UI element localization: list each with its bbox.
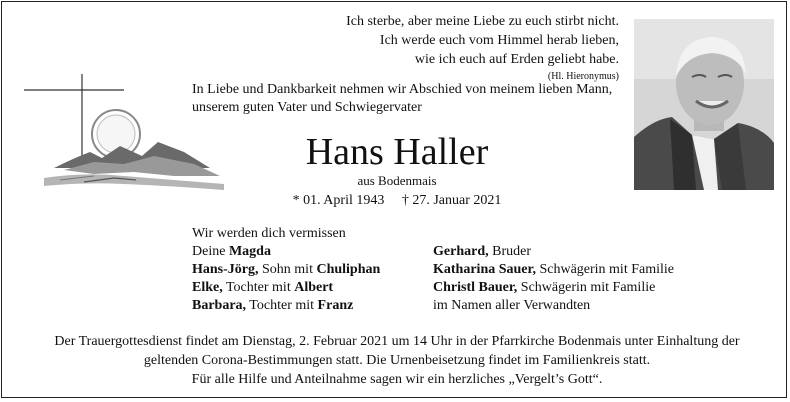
mourner-relation: Bruder <box>488 244 531 259</box>
mourner-row <box>433 261 674 279</box>
mourner-name: Elke, <box>192 280 223 295</box>
mourner-partner: Franz <box>317 298 354 313</box>
mourner-row <box>192 297 380 315</box>
obituary-notice <box>1 1 787 398</box>
mourner-text: Deine <box>192 244 229 259</box>
mourner-relation: Tochter mit <box>222 280 295 295</box>
poem-quote <box>346 12 619 84</box>
mourner-row <box>192 279 380 297</box>
mourner-row <box>433 297 674 315</box>
mourner-name: Christl Bauer, <box>433 280 518 295</box>
intro-line: unserem guten Vater und Schwiegervater <box>192 100 422 115</box>
intro-line: In Liebe und Dankbarkeit nehmen wir Abschied von meinem lieben Mann, <box>192 82 613 97</box>
mourner-row <box>192 243 380 261</box>
mourner-row <box>192 261 380 279</box>
deceased-name: Hans Haller <box>305 131 489 173</box>
mourner-relation: im Namen aller Verwandten <box>433 298 591 313</box>
poem-line: Ich werde euch vom Himmel herab lieben, <box>379 33 619 48</box>
mourner-name: Hans-Jörg, <box>192 262 259 277</box>
birth-date: * 01. April 1943 <box>292 193 385 208</box>
mourners-heading: Wir werden dich vermissen <box>192 226 346 241</box>
mourner-name: Magda <box>228 244 271 259</box>
farewell-intro <box>192 81 612 117</box>
service-line: geltenden Corona-Bestimmungen statt. Die Urnenbeisetzung findet im Familienkreis statt. <box>143 353 651 368</box>
mourner-partner: Albert <box>294 280 334 295</box>
service-line: Für alle Hilfe und Anteilnahme sagen wir ein herzliches „Vergelt’s Gott“. <box>191 372 603 387</box>
life-dates <box>2 192 790 210</box>
mourner-relation: Schwägerin mit Familie <box>535 262 674 277</box>
mourners-right-column <box>433 243 674 315</box>
service-announcement <box>2 332 790 389</box>
service-line: Der Trauergottesdienst findet am Dienstag, 2. Februar 2021 um 14 Uhr in der Pfarrkirche Bodenmais unter Einhaltung der <box>54 334 740 349</box>
mourner-row <box>433 243 674 261</box>
mourner-relation: Sohn mit <box>258 262 317 277</box>
mourner-partner: Chuliphan <box>316 262 381 277</box>
mourner-row <box>433 279 674 297</box>
poem-line: wie ich euch auf Erden geliebt habe. <box>414 52 619 67</box>
mourner-name: Katharina Sauer, <box>433 262 536 277</box>
poem-source: (Hl. Hieronymus) <box>547 71 619 82</box>
mourner-name: Barbara, <box>192 298 247 313</box>
death-date: † 27. Januar 2021 <box>401 193 502 208</box>
deceased-origin: aus Bodenmais <box>357 173 437 188</box>
mourner-name: Gerhard, <box>433 244 489 259</box>
mourner-relation: Schwägerin mit Familie <box>517 280 656 295</box>
mourners-left-column <box>192 225 380 315</box>
poem-line: Ich sterbe, aber meine Liebe zu euch stirbt nicht. <box>346 14 619 29</box>
mourner-relation: Tochter mit <box>246 298 318 313</box>
